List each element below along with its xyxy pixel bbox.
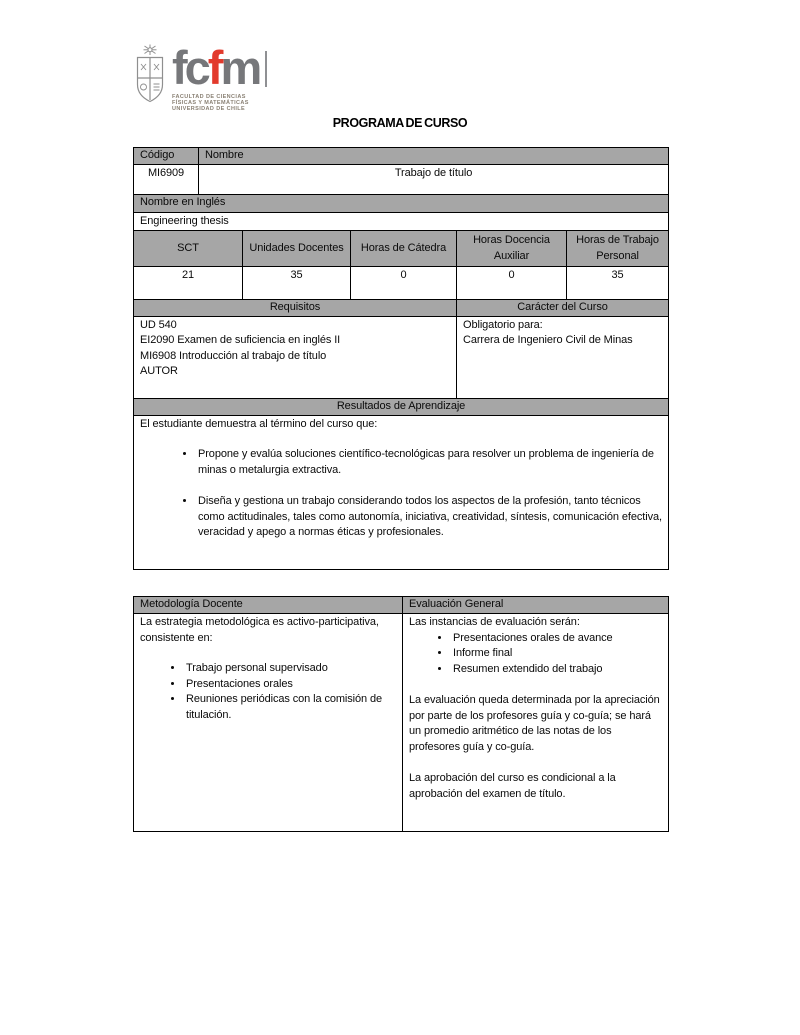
evaluacion-paragraph: La aprobación del curso es condicional a la aprobación del examen de título. xyxy=(409,772,616,800)
metodologia-header-cell: Metodología Docente xyxy=(134,597,403,614)
resultados-bullet-list xyxy=(140,447,662,541)
logo-caption-line: FACULTAD DE CIENCIAS xyxy=(172,94,246,100)
logo-caption-line: FÍSICAS Y MATEMÁTICAS xyxy=(172,100,249,106)
horas-trabajo-value-cell: 35 xyxy=(567,267,669,300)
nombre-value-cell: Trabajo de título xyxy=(199,164,669,194)
university-logo xyxy=(133,41,267,112)
evaluacion-bullet: • Resumen extendido del trabajo xyxy=(451,662,662,678)
nombre-ingles-header-cell: Nombre en Inglés xyxy=(134,194,669,212)
resultados-bullet: • Diseña y gestiona un trabajo considerando todos los aspectos de la profesión, tanto técnicos como actitudinales, tales como autonomía, iniciativa, creatividad, síntesis, comunicación efectiva, veracidad y apego a normas éticas y profesionales. xyxy=(196,494,662,541)
fcfm-logotype xyxy=(172,41,267,94)
resultados-bullet: • Propone y evalúa soluciones científico-tecnológicas para resolver un problema de ingeniería de minas o metalurgia extractiva. xyxy=(196,447,662,478)
sct-value-cell: 21 xyxy=(134,267,243,300)
metodologia-content-cell xyxy=(134,614,403,832)
horas-docencia-header-cell: Horas Docencia Auxiliar xyxy=(457,231,567,267)
requisito-line: EI2090 Examen de suficiencia en inglés II xyxy=(140,334,341,346)
evaluacion-bullet-list xyxy=(409,631,662,678)
unidades-docentes-value-cell: 35 xyxy=(243,267,351,300)
requisitos-header-cell: Requisitos xyxy=(134,300,457,317)
codigo-header-cell: Código xyxy=(134,148,199,165)
nombre-header-cell: Nombre xyxy=(199,148,669,165)
horas-catedra-header-cell: Horas de Cátedra xyxy=(351,231,457,267)
resultados-content-cell xyxy=(134,415,669,569)
caracter-line: Obligatorio para: xyxy=(463,318,543,331)
horas-docencia-value-cell: 0 xyxy=(457,267,567,300)
unidades-docentes-header-cell: Unidades Docentes xyxy=(243,231,351,267)
caracter-content-cell xyxy=(457,316,669,398)
university-shield-icon xyxy=(133,44,167,106)
metodologia-intro: La estrategia metodológica es activo-participativa, consistente en: xyxy=(140,616,379,644)
metodologia-bullet: • Trabajo personal supervisado xyxy=(184,661,396,677)
requisito-line: MI6908 Introducción al trabajo de título xyxy=(140,349,327,362)
evaluacion-bullet: • Presentaciones orales de avance xyxy=(451,631,662,647)
metodologia-bullet: • Presentaciones orales xyxy=(184,677,396,693)
horas-trabajo-header-cell: Horas de Trabajo Personal xyxy=(567,231,669,267)
metodologia-bullet: • Reuniones periódicas con la comisión de titulación. xyxy=(184,692,396,723)
page-title: PROGRAMA DE CURSO xyxy=(332,116,468,130)
evaluacion-content-cell xyxy=(403,614,669,832)
methodology-evaluation-table xyxy=(133,596,669,832)
logo-letter: f xyxy=(172,41,185,94)
resultados-header-cell: Resultados de Aprendizaje xyxy=(134,398,669,415)
horas-catedra-value-cell: 0 xyxy=(351,267,457,300)
caracter-header-cell: Carácter del Curso xyxy=(457,300,669,317)
evaluacion-bullet: • Informe final xyxy=(451,646,662,662)
nombre-ingles-value-cell: Engineering thesis xyxy=(134,212,669,231)
metodologia-bullet-list xyxy=(140,661,396,723)
evaluacion-intro: Las instancias de evaluación serán: xyxy=(409,616,580,628)
evaluacion-paragraph: La evaluación queda determinada por la apreciación por parte de los profesores guía y co-guía; se hará un promedio aritmético de las notas de los profesores guía y co-guía. xyxy=(409,694,660,753)
logo-letter-red: f xyxy=(207,41,221,94)
logo-caption-line: UNIVERSIDAD DE CHILE xyxy=(172,106,246,112)
logo-caption xyxy=(172,94,267,112)
course-info-table xyxy=(133,147,669,570)
logo-divider-bar xyxy=(265,51,267,87)
requisito-line: UD 540 xyxy=(140,318,177,331)
resultados-intro: El estudiante demuestra al término del curso que: xyxy=(140,417,378,430)
requisitos-content-cell xyxy=(134,316,457,398)
caracter-line: Carrera de Ingeniero Civil de Minas xyxy=(463,334,633,346)
requisito-line: AUTOR xyxy=(140,365,178,377)
sct-header-cell: SCT xyxy=(134,231,243,267)
codigo-value-cell: MI6909 xyxy=(134,164,199,194)
evaluacion-header-cell: Evaluación General xyxy=(403,597,669,614)
logo-letter: c xyxy=(184,41,208,94)
logo-letter: m xyxy=(220,41,260,94)
